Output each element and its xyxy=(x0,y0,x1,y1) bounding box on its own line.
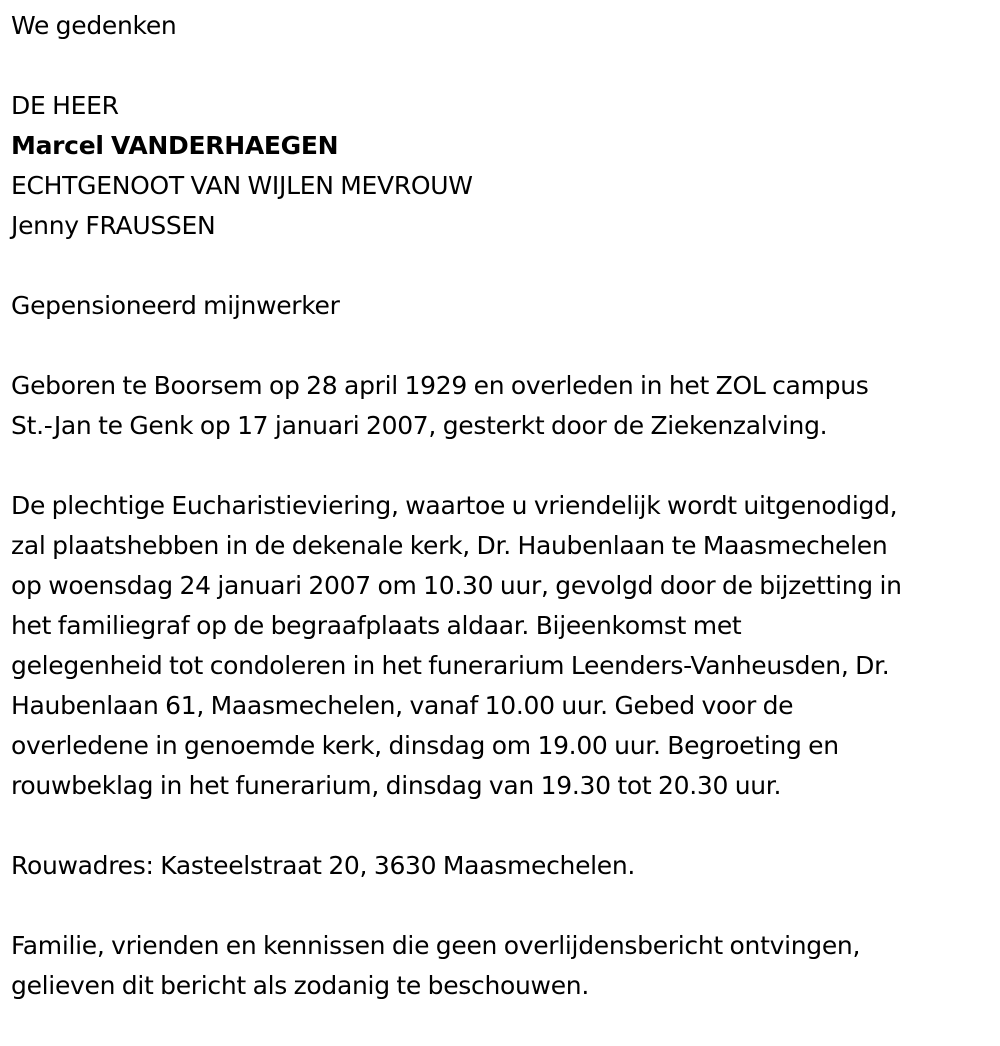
honorific-title: DE HEER xyxy=(11,91,119,120)
mourning-address: Rouwadres: Kasteelstraat 20, 3630 Maasmechelen. xyxy=(11,851,636,880)
spouse-relation: ECHTGENOOT VAN WIJLEN MEVROUW xyxy=(11,171,473,200)
closing-paragraph xyxy=(11,926,996,1006)
deceased-name: Marcel VANDERHAEGEN xyxy=(11,131,339,160)
paragraph-line: St.-Jan te Genk op 17 januari 2007, gesterkt door de Ziekenzalving. xyxy=(11,411,828,440)
paragraph-line: Haubenlaan 61, Maasmechelen, vanaf 10.00 uur. Gebed voor de xyxy=(11,691,794,720)
paragraph-line: het familiegraf op de begraafplaats aldaar. Bijeenkomst met xyxy=(11,611,742,640)
paragraph-line: De plechtige Eucharistieviering, waartoe u vriendelijk wordt uitgenodigd, xyxy=(11,491,898,520)
spouse-name: Jenny FRAUSSEN xyxy=(11,211,216,240)
paragraph-line: gelegenheid tot condoleren in het funerarium Leenders-Vanheusden, Dr. xyxy=(11,651,890,680)
intro-line: We gedenken xyxy=(11,11,177,40)
occupation: Gepensioneerd mijnwerker xyxy=(11,291,340,320)
obituary-notice xyxy=(11,6,996,1006)
ceremony-paragraph xyxy=(11,486,996,806)
paragraph-line: rouwbeklag in het funerarium, dinsdag van 19.30 tot 20.30 uur. xyxy=(11,771,782,800)
paragraph-line: overledene in genoemde kerk, dinsdag om 19.00 uur. Begroeting en xyxy=(11,731,839,760)
paragraph-line: zal plaatshebben in de dekenale kerk, Dr. Haubenlaan te Maasmechelen xyxy=(11,531,888,560)
birth-death-paragraph xyxy=(11,366,996,446)
paragraph-line: op woensdag 24 januari 2007 om 10.30 uur, gevolgd door de bijzetting in xyxy=(11,571,902,600)
paragraph-line: Geboren te Boorsem op 28 april 1929 en overleden in het ZOL campus xyxy=(11,371,869,400)
paragraph-line: gelieven dit bericht als zodanig te beschouwen. xyxy=(11,971,589,1000)
paragraph-line: Familie, vrienden en kennissen die geen overlijdensbericht ontvingen, xyxy=(11,931,861,960)
